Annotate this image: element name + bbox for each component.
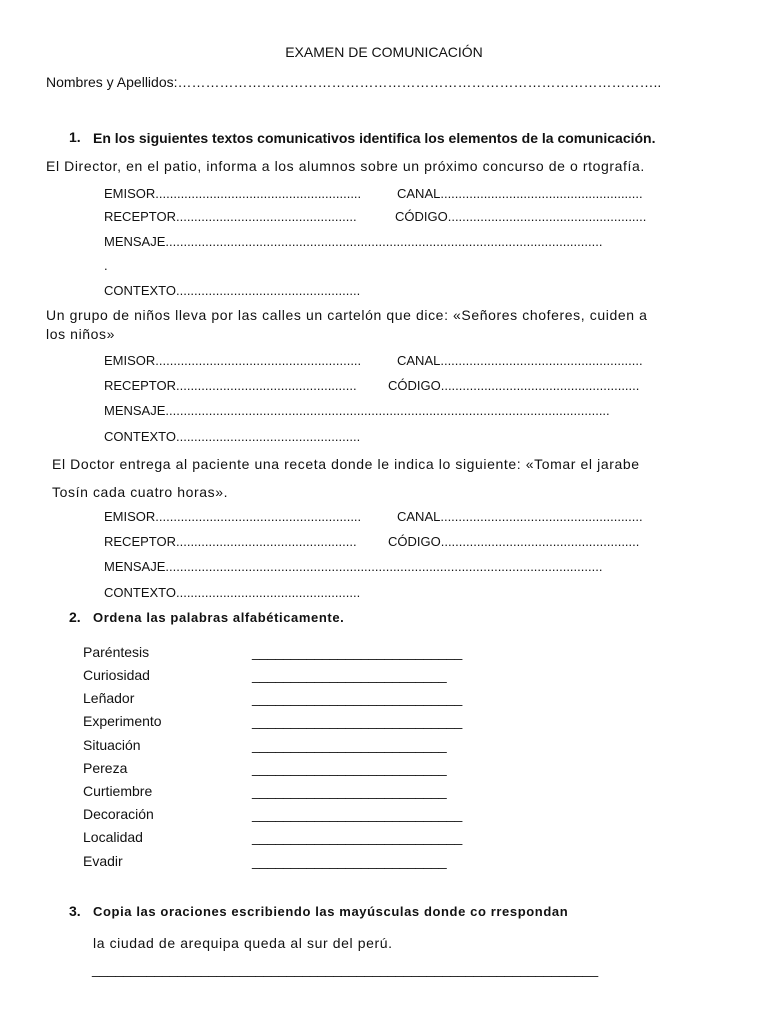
q1-text-1: El Director, en el patio, informa a los alumnos sobre un próximo concurso de o rtografía.	[46, 158, 645, 174]
q3-sentence: la ciudad de arequipa queda al sur del perú.	[93, 935, 393, 951]
answer-line: _________________________	[252, 667, 447, 683]
answer-line: ___________________________	[252, 713, 463, 729]
word: Paréntesis	[83, 644, 150, 660]
answer-line: _________________________	[252, 760, 447, 776]
answer-line: ___________________________	[252, 806, 463, 822]
word: Experimento	[83, 713, 162, 729]
b2-contexto: CONTEXTO...................................................	[104, 429, 361, 444]
word-row-3	[83, 690, 483, 710]
b3-codigo: CÓDIGO.......................................................	[388, 534, 640, 549]
word: Pereza	[83, 760, 128, 776]
word-row-5	[83, 737, 483, 757]
q1-text-2a: Un grupo de niños lleva por las calles un cartelón que dice: «Señores choferes, cuiden a	[46, 307, 648, 323]
q1-number: 1.	[69, 129, 81, 145]
q3-number: 3.	[69, 903, 81, 919]
b3-mensaje: MENSAJE.........................................................................................................................	[104, 559, 603, 574]
b1-codigo: CÓDIGO.......................................................	[395, 209, 647, 224]
answer-line: ___________________________	[252, 644, 463, 660]
q2-number: 2.	[69, 609, 81, 625]
q1-text-3b: Tosín cada cuatro horas».	[52, 484, 229, 500]
word: Leñador	[83, 690, 135, 706]
b3-canal: CANAL........................................................	[397, 509, 643, 524]
word-row-8	[83, 806, 483, 826]
b1-mensaje: MENSAJE.........................................................................................................................	[104, 234, 603, 249]
page-title: EXAMEN DE COMUNICACIÓN	[285, 44, 483, 60]
b3-contexto: CONTEXTO...................................................	[104, 585, 361, 600]
b2-receptor: RECEPTOR..................................................	[104, 378, 357, 393]
q1-prompt: En los siguientes textos comunicativos identifica los elementos de la comunicación.	[93, 130, 656, 146]
b2-emisor: EMISOR.........................................................	[104, 353, 362, 368]
b1-contexto: CONTEXTO...................................................	[104, 283, 361, 298]
word-row-9	[83, 829, 483, 849]
answer-line: ___________________________	[252, 829, 463, 845]
name-line: Nombres y Apellidos:…………………………………………………………………………………………..	[46, 74, 662, 90]
answer-line: _________________________	[252, 783, 447, 799]
word-row-6	[83, 760, 483, 780]
b1-canal: CANAL........................................................	[397, 186, 643, 201]
b1-receptor: RECEPTOR..................................................	[104, 209, 357, 224]
q1-text-3a: El Doctor entrega al paciente una receta donde le indica lo siguiente: «Tomar el jarabe	[52, 456, 640, 472]
word: Curiosidad	[83, 667, 150, 683]
b2-mensaje: MENSAJE...........................................................................................................................	[104, 403, 610, 418]
b1-dot: .	[104, 258, 108, 273]
q3-answer-line: _________________________________________________________________	[92, 961, 599, 977]
word-row-4	[83, 713, 483, 733]
answer-line: ___________________________	[252, 690, 463, 706]
b1-emisor: EMISOR.........................................................	[104, 186, 362, 201]
word-row-10	[83, 853, 483, 873]
word-row-1	[83, 644, 483, 664]
q3-prompt: Copia las oraciones escribiendo las mayúsculas donde co rrespondan	[93, 904, 569, 919]
b3-receptor: RECEPTOR..................................................	[104, 534, 357, 549]
word: Curtiembre	[83, 783, 153, 799]
q1-text-2b: los niños»	[46, 326, 116, 342]
b2-codigo: CÓDIGO.......................................................	[388, 378, 640, 393]
b3-emisor: EMISOR.........................................................	[104, 509, 362, 524]
answer-line: _________________________	[252, 737, 447, 753]
word-row-2	[83, 667, 483, 687]
word: Localidad	[83, 829, 143, 845]
q2-prompt: Ordena las palabras alfabéticamente.	[93, 610, 345, 625]
word: Evadir	[83, 853, 123, 869]
answer-line: _________________________	[252, 853, 447, 869]
word-row-7	[83, 783, 483, 803]
b2-canal: CANAL........................................................	[397, 353, 643, 368]
word: Decoración	[83, 806, 154, 822]
word: Situación	[83, 737, 141, 753]
